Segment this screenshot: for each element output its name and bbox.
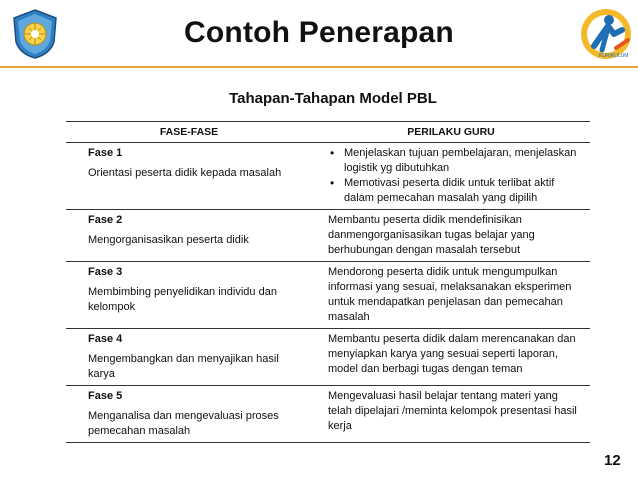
- phase-label: Fase 4: [88, 333, 123, 345]
- page-number: 12: [604, 452, 621, 469]
- phase-label: Fase 1: [88, 147, 123, 159]
- phase-cell: [66, 262, 312, 329]
- slide-subtitle: Tahapan-Tahapan Model PBL: [229, 90, 437, 107]
- table-row: [66, 262, 590, 329]
- behavior-list: [328, 146, 584, 206]
- kurikulum-logo-icon: [578, 6, 634, 62]
- behavior-cell: Membantu peserta didik dalam merencanakan dan menyiapkan karya yang sesuai seperti laporan, model dan berbagi tugas dengan teman: [312, 329, 590, 386]
- table-row: [66, 143, 590, 210]
- slide-header: [0, 0, 638, 70]
- phase-description: Mengorganisasikan peserta didik: [88, 234, 249, 246]
- pbl-stages-table: [66, 121, 590, 443]
- behavior-list-item: • Memotivasi peserta didik untuk terlibat aktif dalam pemecahan masalah yang dipilih: [344, 176, 584, 206]
- table-row: [66, 386, 590, 443]
- table-row: [66, 210, 590, 262]
- phase-description: Mengembangkan dan menyajikan hasil karya: [88, 353, 279, 380]
- phase-description: Membimbing penyelidikan individu dan kelompok: [88, 286, 277, 313]
- phase-description: Orientasi peserta didik kepada masalah: [88, 167, 282, 179]
- behavior-cell: Mengevaluasi hasil belajar tentang materi yang telah dipelajari /meminta kelompok presentasi hasil kerja: [312, 386, 590, 443]
- phase-label: Fase 2: [88, 214, 123, 226]
- column-header-teacher-behavior: PERILAKU GURU: [312, 122, 590, 143]
- phase-cell: [66, 329, 312, 386]
- table-header-row: [66, 122, 590, 143]
- behavior-cell: [312, 143, 590, 210]
- phase-cell: [66, 386, 312, 443]
- header-divider: [0, 66, 638, 68]
- phase-description: Menganalisa dan mengevaluasi proses pemecahan masalah: [88, 410, 279, 437]
- phase-cell: [66, 143, 312, 210]
- table-row: [66, 329, 590, 386]
- phase-label: Fase 3: [88, 266, 123, 278]
- phase-label: Fase 5: [88, 390, 123, 402]
- logo-right-text: KURIKULUM: [599, 53, 629, 59]
- behavior-cell: Membantu peserta didik mendefinisikan danmengorganisasikan tugas belajar yang berhubungan dengan masalah tersebut: [312, 210, 590, 262]
- phase-cell: [66, 210, 312, 262]
- behavior-list-item: • Menjelaskan tujuan pembelajaran, menjelaskan logistik yg dibutuhkan: [344, 146, 584, 176]
- slide-title: Contoh Penerapan: [184, 16, 454, 49]
- column-header-phases: FASE-FASE: [66, 122, 312, 143]
- behavior-cell: Mendorong peserta didik untuk mengumpulkan informasi yang sesuai, melaksanakan eksperimen untuk mendapatkan penjelasan dan pemecahan masalah: [312, 262, 590, 329]
